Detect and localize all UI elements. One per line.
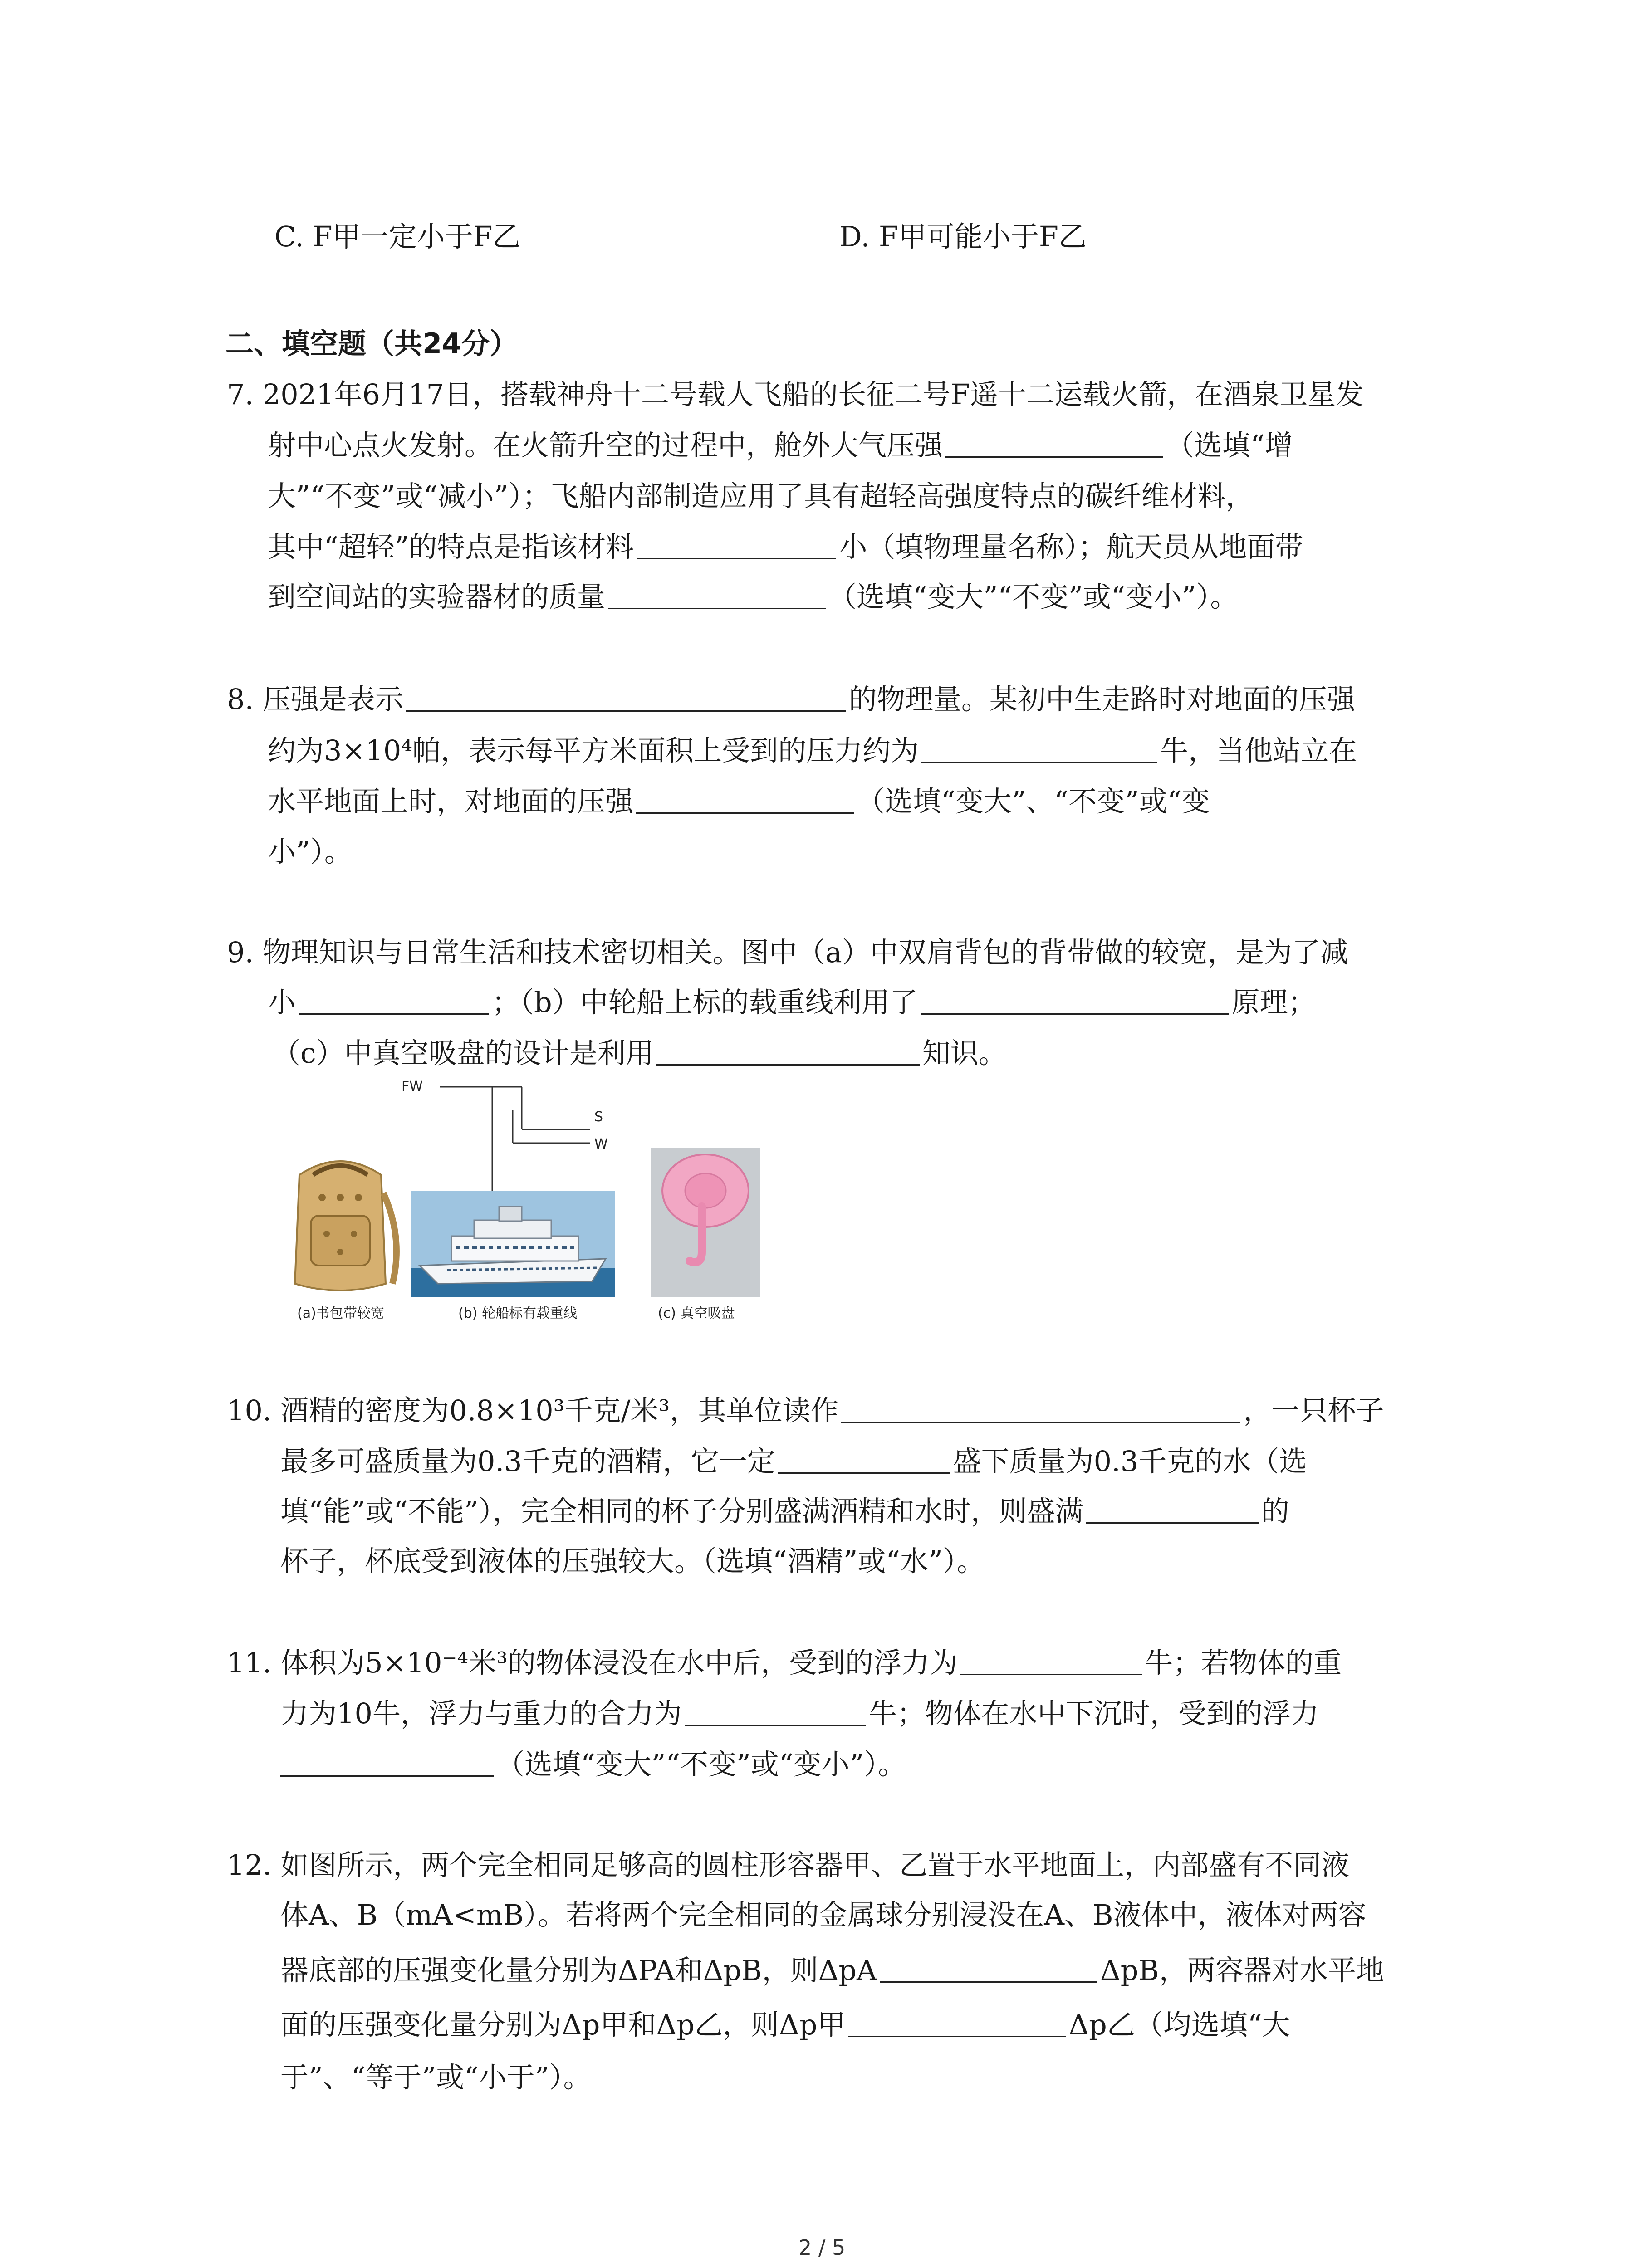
- answer-blank[interactable]: [921, 733, 1157, 763]
- answer-blank[interactable]: [656, 1036, 920, 1066]
- q7-text: 小（填物理量名称）；航天员从地面带: [839, 530, 1303, 563]
- q10-line-2: [280, 1443, 1307, 1480]
- q11-text: 11. 体积为5×10⁻⁴米³的物体浸没在水中后，受到的浮力为: [227, 1646, 958, 1679]
- page-number: 2 / 5: [798, 2235, 846, 2260]
- q7-line-1: 7. 2021年6月17日，搭载神舟十二号载人飞船的长征二号F遥十二运载火箭，在酒泉卫星发: [227, 378, 1364, 411]
- q11-text: 牛；若物体的重: [1145, 1646, 1342, 1679]
- answer-blank[interactable]: [406, 682, 846, 712]
- q8-text: 8. 压强是表示: [227, 683, 403, 716]
- answer-blank[interactable]: [637, 530, 836, 559]
- q12-text: 面的压强变化量分别为Δp甲和Δp乙，则Δp甲: [280, 2008, 846, 2041]
- q10-text: 的: [1261, 1495, 1289, 1528]
- q12-text: ΔpB，两容器对水平地: [1100, 1954, 1384, 1987]
- label-fw: FW: [402, 1079, 423, 1095]
- q11-text: 力为10牛，浮力与重力的合力为: [280, 1697, 682, 1730]
- answer-blank[interactable]: [299, 985, 489, 1015]
- q7-text: （选填“变大”“不变”或“变小”）。: [828, 580, 1239, 613]
- answer-blank[interactable]: [960, 1646, 1142, 1675]
- q12-text: 器底部的压强变化量分别为ΔPA和ΔpB，则ΔpA: [280, 1954, 877, 1987]
- q11-text: （选填“变大”“不变”或“变小”）。: [496, 1748, 906, 1781]
- q8-line-1: [227, 681, 1355, 718]
- q11-line-1: [227, 1645, 1342, 1681]
- suction-cup-image: [651, 1148, 760, 1297]
- q8-text: （选填“变大”、“不变”或“变: [857, 785, 1210, 818]
- q9-text: 原理；: [1231, 986, 1316, 1019]
- caption-a: (a)书包带较宽: [297, 1305, 384, 1321]
- q8-text: 牛，当他站立在: [1160, 734, 1357, 767]
- q9-text: 小: [268, 986, 296, 1019]
- answer-blank[interactable]: [848, 2008, 1066, 2037]
- caption-b: (b) 轮船标有载重线: [458, 1305, 577, 1321]
- answer-blank[interactable]: [608, 580, 826, 609]
- q9-text: ；（b）中轮船上标的载重线利用了: [492, 986, 918, 1019]
- answer-blank[interactable]: [945, 428, 1163, 458]
- q8-line-4: 小”）。: [268, 835, 353, 868]
- q10-text: 最多可盛质量为0.3千克的酒精，它一定: [280, 1445, 775, 1478]
- q9-line-1: 9. 物理知识与日常生活和技术密切相关。图中（a）中双肩背包的背带做的较宽，是为了减: [227, 936, 1348, 969]
- q11-text: 牛；物体在水中下沉时，受到的浮力: [868, 1697, 1319, 1730]
- q9-line-2: [268, 984, 1316, 1021]
- option-c: C. F甲一定小于F乙: [274, 220, 521, 253]
- q10-line-3: [280, 1493, 1289, 1530]
- q12-line-4: [280, 2007, 1290, 2043]
- q12-line-3: [280, 1952, 1384, 1989]
- q12-line-2: 体A、B（mA<mB）。若将两个完全相同的金属球分别浸没在A、B液体中，液体对两容: [280, 1898, 1367, 1931]
- answer-blank[interactable]: [778, 1444, 950, 1474]
- ship-image: [411, 1191, 615, 1297]
- label-s: S: [594, 1109, 603, 1125]
- answer-blank[interactable]: [841, 1393, 1240, 1423]
- label-w: W: [594, 1136, 608, 1152]
- q9-text: （c）中真空吸盘的设计是利用: [272, 1036, 654, 1070]
- answer-blank[interactable]: [280, 1747, 494, 1777]
- q11-line-3: [280, 1746, 906, 1783]
- answer-blank[interactable]: [1086, 1494, 1259, 1524]
- answer-blank[interactable]: [685, 1696, 866, 1726]
- q9-text: 知识。: [922, 1036, 1007, 1070]
- q8-text: 水平地面上时，对地面的压强: [268, 785, 634, 818]
- q10-text: 盛下质量为0.3千克的水（选: [953, 1445, 1308, 1478]
- q7-text: 其中“超轻”的特点是指该材料: [268, 530, 634, 563]
- answer-blank[interactable]: [921, 985, 1229, 1015]
- q10-text: 10. 酒精的密度为0.8×10³千克/米³，其单位读作: [227, 1394, 839, 1427]
- q7-line-5: [268, 579, 1238, 615]
- q10-text: 填“能”或“不能”），完全相同的杯子分别盛满酒精和水时，则盛满: [280, 1495, 1083, 1528]
- q7-text: 射中心点火发射。在火箭升空的过程中，舱外大气压强: [268, 429, 943, 462]
- q10-line-1: [227, 1393, 1384, 1429]
- answer-blank[interactable]: [880, 1953, 1097, 1983]
- q8-text: 的物理量。某初中生走路时对地面的压强: [848, 683, 1355, 716]
- q7-text: （选填“增: [1166, 429, 1293, 462]
- q10-text: ，一只杯子: [1243, 1394, 1384, 1427]
- q8-line-2: [268, 733, 1357, 769]
- q7-line-2: [268, 427, 1293, 464]
- caption-c: (c) 真空吸盘: [658, 1305, 735, 1321]
- q7-line-4: [268, 529, 1303, 565]
- section-title: 二、填空题（共24分）: [225, 327, 518, 360]
- q9-line-3: [272, 1035, 1007, 1071]
- q12-text: Δp乙（均选填“大: [1068, 2008, 1290, 2041]
- answer-blank[interactable]: [636, 784, 854, 814]
- option-d: D. F甲可能小于F乙: [839, 220, 1087, 253]
- q11-line-2: [280, 1696, 1319, 1732]
- q12-line-5: 于”、“等于”或“小于”）。: [280, 2061, 592, 2094]
- q8-line-3: [268, 783, 1210, 820]
- backpack-image: [272, 1148, 408, 1297]
- q10-line-4: 杯子，杯底受到液体的压强较大。（选填“酒精”或“水”）。: [280, 1545, 985, 1578]
- q8-text: 约为3×10⁴帕，表示每平方米面积上受到的压力约为: [268, 734, 919, 767]
- q7-line-3: 大”“不变”或“减小”）；飞船内部制造应用了具有超轻高强度特点的碳纤维材料，: [268, 479, 1254, 513]
- q12-line-1: 12. 如图所示，两个完全相同足够高的圆柱形容器甲、乙置于水平地面上，内部盛有不同液: [227, 1848, 1350, 1882]
- q7-text: 到空间站的实验器材的质量: [268, 580, 606, 613]
